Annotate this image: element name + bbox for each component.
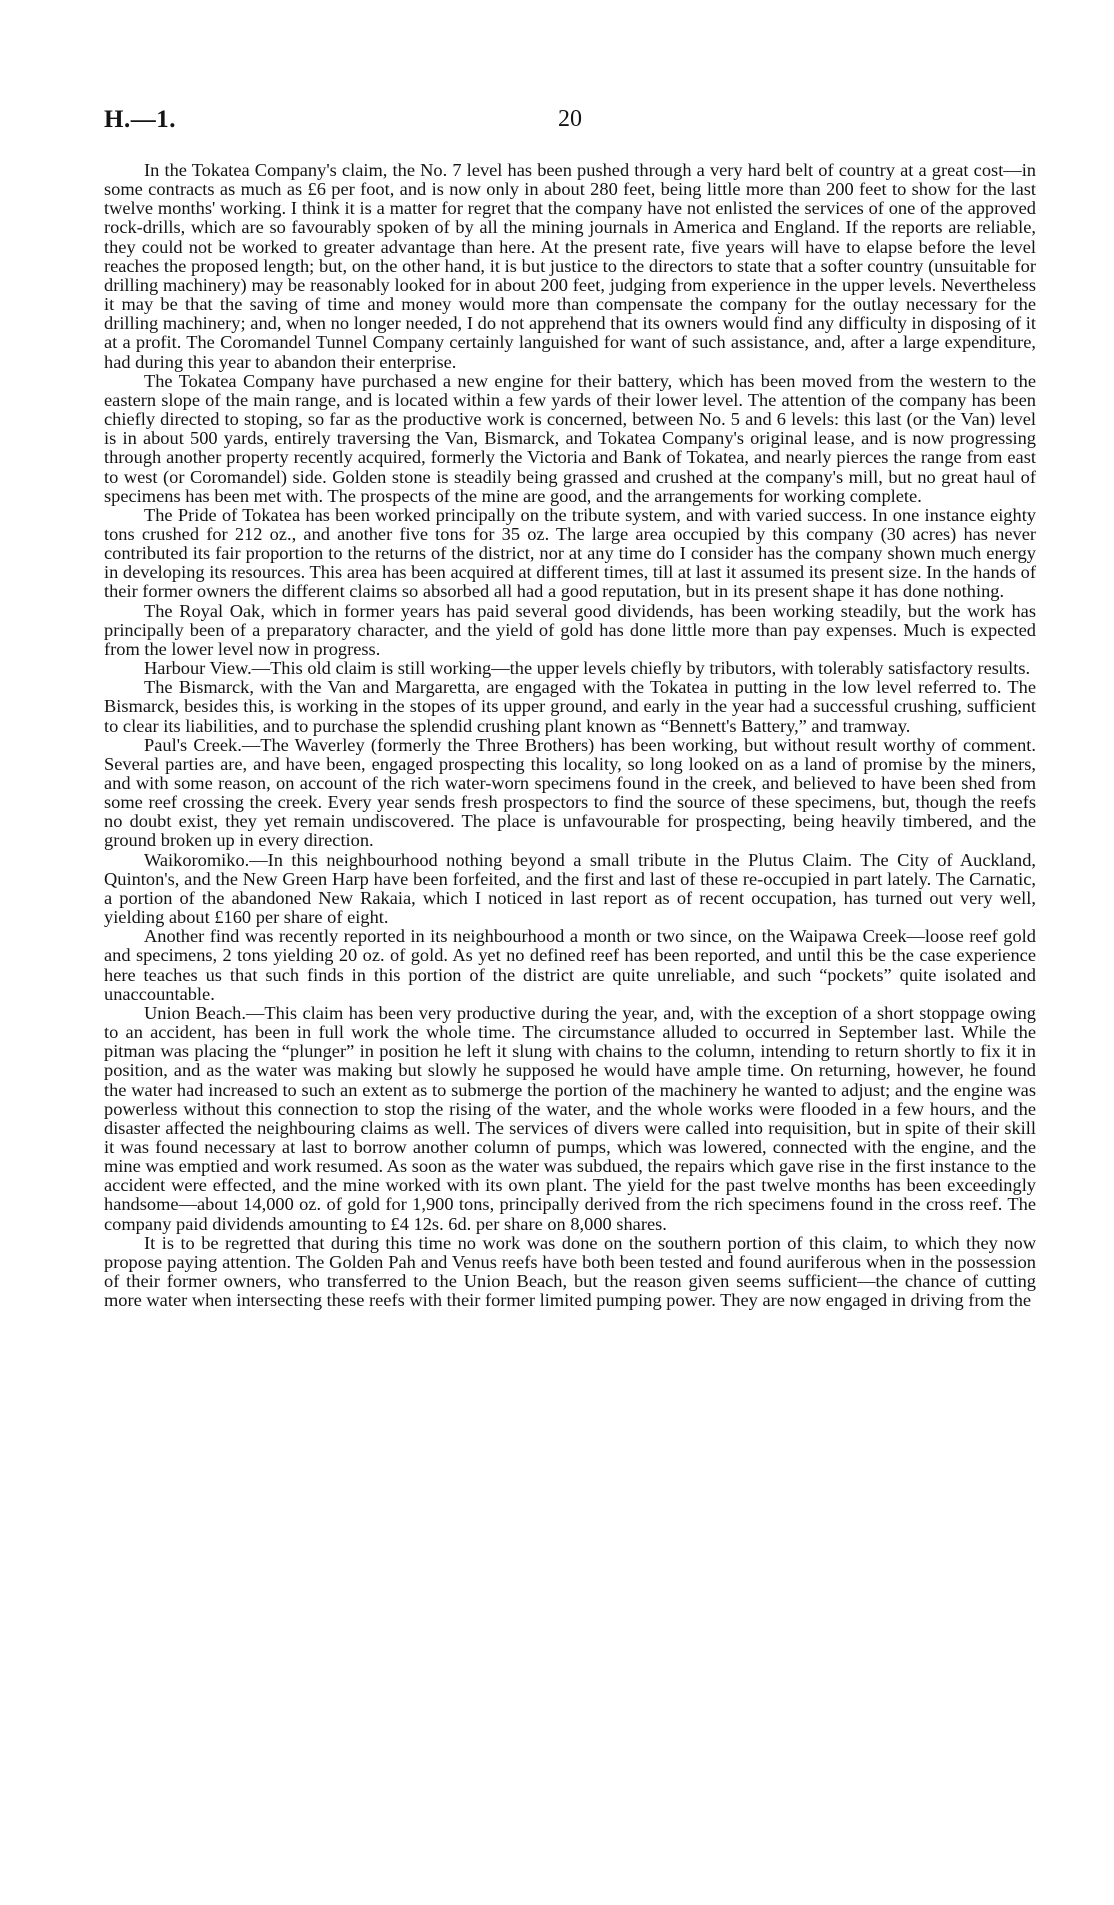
- paragraph-royal-oak: The Royal Oak, which in former years has paid several good dividends, has been working steadily, but the work has principally been of a preparatory character, and the yield of gold has done little more than pay expenses. Much is expected from the lower level now in progress.: [104, 600, 1036, 659]
- paragraph-tokatea-no7-level: In the Tokatea Company's claim, the No. 7 level has been pushed through a very hard belt of country at a great cost—in some contracts as much as £6 per foot, and is now only in about 280 feet, being little more than 200 feet to show for the last twelve months' working. I think it is a matter for regret that the company have not enlisted the services of one of the approved rock-drills, which are so favourably spoken of by all the mining journals in America and England. If the reports are reliable, they could not be worked to greater advantage than here. At the present rate, five years will have to elapse before the level reaches the proposed length; but, on the other hand, it is but justice to the directors to state that a softer country (unsuitable for drilling machinery) may be reasonably looked for in about 200 feet, judging from experience in the upper levels. Nevertheless it may be that the saving of time and money would more than compensate the company for the outlay necessary for the drilling machinery; and, when no longer needed, I do not apprehend that its owners would find any difficulty in disposing of it at a profit. The Coromandel Tunnel Company certainly languished for want of such assistance, and, after a large expenditure, had during this year to abandon their enterprise.: [104, 160, 1036, 372]
- page-number: 20: [558, 106, 582, 132]
- paragraph-waipawa-creek: Another find was recently reported in its neighbourhood a month or two since, on the Waipawa Creek—loose reef gold and specimens, 2 tons yielding 20 oz. of gold. As yet no defined reef has been reported, and until this be the case experience here teaches us that such finds in this portion of the district are quite unreliable, and such “pockets” quite isolated and unaccountable.: [104, 926, 1036, 1004]
- paragraph-harbour-view: Harbour View.—This old claim is still working—the upper levels chiefly by tributors, with tolerably satisfactory results.: [144, 658, 1031, 679]
- paragraph-waikoromiko: Waikoromiko.—In this neighbourhood nothing beyond a small tribute in the Plutus Claim. The City of Auckland, Quinton's, and the New Green Harp have been forfeited, and the first and last of these re-occupied in part lately. The Carnatic, a portion of the abandoned New Rakaia, which I noticed in last report as of recent occupation, has turned out very well, yielding about £160 per share of eight.: [104, 849, 1036, 928]
- body-text: [104, 161, 1036, 1310]
- paragraph-pauls-creek: Paul's Creek.—The Waverley (formerly the Three Brothers) has been working, but without result worthy of comment. Several parties are, and have been, engaged prospecting this locality, so long looked on as a land of promise by the miners, and with some reason, on account of the rich water-worn specimens found in the creek, and believed to have been shed from some reef crossing the creek. Every year sends fresh prospectors to find the source of these specimens, but, though the reefs no doubt exist, they yet remain undiscovered. The place is unfavourable for prospecting, being heavily timbered, and the ground broken up in every direction.: [104, 734, 1036, 851]
- page-header: [104, 106, 1036, 136]
- paragraph-union-beach: Union Beach.—This claim has been very productive during the year, and, with the exception of a short stoppage owing to an accident, has been in full work the whole time. The circumstance alluded to occurred in September last. While the pitman was placing the “plunger” in position he left it slung with chains to the column, intending to return shortly to fix it in position, and as the water was making but slowly he supposed he would have ample time. On returning, however, he found the water had increased to such an extent as to submerge the portion of the machinery he wanted to adjust; and the engine was powerless without this connection to stop the rising of the water, and the whole works were flooded in a few hours, and the disaster affected the neighbouring claims as well. The services of divers were called into requisition, but in spite of their skill it was found necessary at last to borrow another column of pumps, which was lowered, connected with the engine, and the mine was emptied and work resumed. As soon as the water was subdued, the repairs which gave rise in the first instance to the accident were effected, and the mine worked with its own plant. The yield for the past twelve months has been exceedingly handsome—about 14,000 oz. of gold for 1,900 tons, principally derived from the rich specimens found in the cross reef. The company paid dividends amounting to £4 12s. 6d. per share on 8,000 shares.: [104, 1002, 1036, 1234]
- paragraph-pride-of-tokatea: The Pride of Tokatea has been worked principally on the tribute system, and with varied success. In one instance eighty tons crushed for 212 oz., and another five tons for 35 oz. The large area occupied by this company (30 acres) has never contributed its fair proportion to the returns of the district, nor at any time do I consider has the company shown much energy in developing its resources. This area has been acquired at different times, till at last it assumed its present size. In the hands of their former owners the different claims so absorbed all had a good reputation, but in its present shape it has done nothing.: [104, 504, 1036, 602]
- paragraph-bismarck: The Bismarck, with the Van and Margaretta, are engaged with the Tokatea in putting in the low level referred to. The Bismarck, besides this, is working in the stopes of its upper ground, and early in the year had a successful crushing, sufficient to clear its liabilities, and to purchase the splendid crushing plant known as “Bennett's Battery,” and tramway.: [104, 677, 1036, 736]
- paragraph-southern-portion: It is to be regretted that during this time no work was done on the southern portion of this claim, to which they now propose paying attention. The Golden Pah and Venus reefs have both been tested and found auriferous when in the possession of their former owners, who transferred to the Union Beach, but the reason given seems sufficient—the chance of cutting more water when intersecting these reefs with their former limited pumping power. They are now engaged in driving from the: [104, 1232, 1036, 1311]
- page-reference: H.—1.: [104, 106, 176, 133]
- paragraph-tokatea-engine: The Tokatea Company have purchased a new engine for their battery, which has been moved from the western to the eastern slope of the main range, and is located within a few yards of their lower level. The attention of the company has been chiefly directed to stoping, so far as the productive work is concerned, between No. 5 and 6 levels: this last (or the Van) level is in about 500 yards, entirely traversing the Van, Bismarck, and Tokatea Company's original lease, and is now progressing through another property recently acquired, formerly the Victoria and Bank of Tokatea, and nearly pierces the range from east to west (or Coromandel) side. Golden stone is steadily being grassed and crushed at the company's mill, but no great haul of specimens has been met with. The prospects of the mine are good, and the arrangements for working complete.: [104, 370, 1036, 506]
